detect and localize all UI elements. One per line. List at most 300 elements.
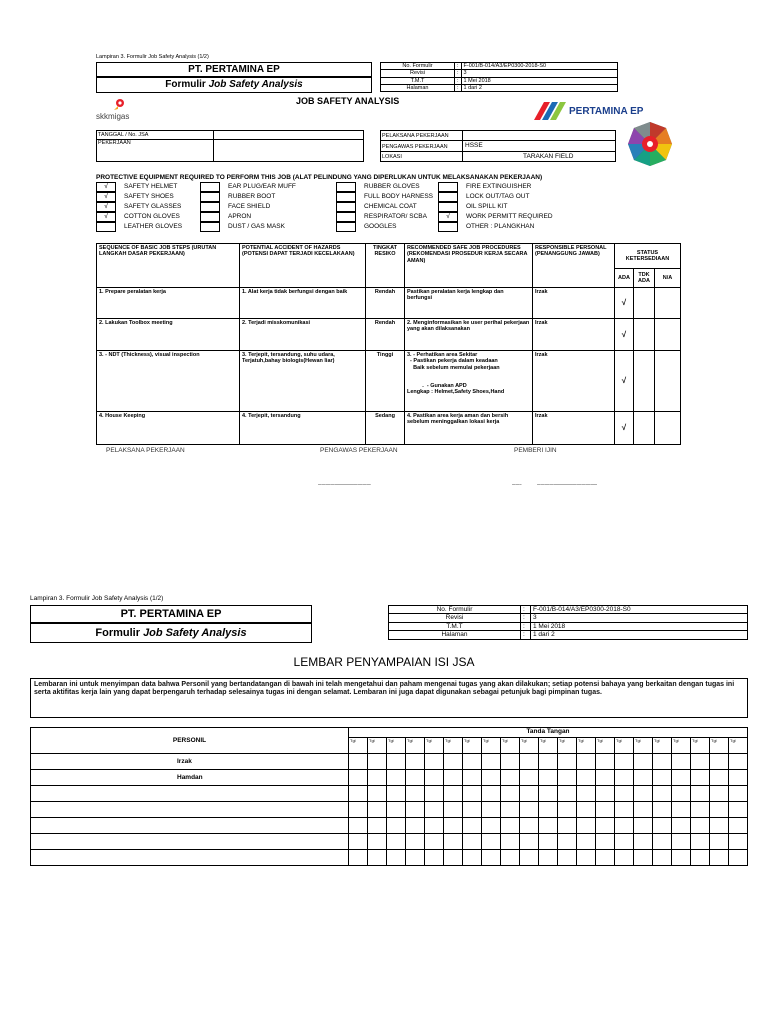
ppe-checkbox[interactable]: [200, 222, 220, 232]
signature-cell[interactable]: [482, 770, 501, 786]
signature-cell[interactable]: [653, 786, 672, 802]
header-left-box: [96, 130, 364, 162]
signature-cell[interactable]: [558, 802, 577, 818]
jsa-step: 4. House Keeping: [97, 412, 240, 445]
info-value: F-001/B-014/A3/EP0300-2018-S0: [461, 63, 617, 70]
header-procedure: RECOMMENDED SAFE JOB PROCEDURES (REKOMENDASI PROSEDUR KERJA SECARA AMAN): [405, 244, 533, 288]
signature-cell[interactable]: [691, 770, 710, 786]
procedure-line: Lengkap : Helmet,Safety Shoes,Hand: [407, 389, 505, 396]
signature-cell[interactable]: [615, 786, 634, 802]
signature-cell[interactable]: [539, 802, 558, 818]
ppe-checkbox[interactable]: [200, 192, 220, 202]
info-label: T.M.T: [381, 77, 455, 84]
signature-cell[interactable]: [615, 770, 634, 786]
signature-cell[interactable]: [577, 802, 596, 818]
ppe-label: SAFETY HELMET: [124, 183, 178, 190]
tgl-label: Tgl: [577, 738, 596, 754]
signature-cell[interactable]: [653, 754, 672, 770]
lembar-title: LEMBAR PENYAMPAIAN ISI JSA: [293, 655, 475, 669]
form-title-italic: Job Safety Analysis: [208, 79, 303, 90]
form-title-prefix-2: Formulir: [95, 627, 144, 639]
info-row: [389, 622, 748, 630]
signature-cell[interactable]: [710, 754, 729, 770]
signature-cell[interactable]: [501, 850, 520, 866]
signature-cell[interactable]: [729, 754, 748, 770]
jsa-step: 2. Lakukan Toolbox meeting: [97, 319, 240, 351]
signature-cell[interactable]: [710, 802, 729, 818]
signature-cell[interactable]: [406, 818, 425, 834]
company-box: [96, 62, 372, 77]
personil-name: [31, 850, 349, 866]
tgl-label: Tgl: [672, 738, 691, 754]
signature-cell[interactable]: [349, 834, 368, 850]
personil-row: [31, 754, 748, 770]
info-value: 1 Mei 2018: [531, 622, 748, 630]
signature-cell[interactable]: [501, 786, 520, 802]
ppe-checkbox[interactable]: [336, 182, 356, 192]
signature-cell[interactable]: [368, 834, 387, 850]
tgl-label: Tgl: [501, 738, 520, 754]
sign-line-pemberi-a: .........: [512, 481, 522, 487]
signature-cell[interactable]: [444, 818, 463, 834]
personil-name: Irzak: [31, 754, 349, 770]
tgl-label: Tgl: [406, 738, 425, 754]
signature-cell[interactable]: [501, 834, 520, 850]
signature-cell[interactable]: [596, 770, 615, 786]
jsa-ada: √: [615, 288, 634, 319]
jsa-tdk-ada: [634, 412, 655, 445]
signature-cell[interactable]: [672, 850, 691, 866]
signature-cell[interactable]: [406, 786, 425, 802]
ppe-checkbox[interactable]: [336, 192, 356, 202]
ppe-label: FULL BODY HARNESS: [364, 193, 433, 200]
sign-pengawas: PENGAWAS PEKERJAAN: [320, 447, 398, 454]
info-value: F-001/B-014/A3/EP0300-2018-S0: [531, 606, 748, 614]
signature-cell[interactable]: [368, 802, 387, 818]
tgl-label: Tgl: [539, 738, 558, 754]
personil-name: Hamdan: [31, 770, 349, 786]
ppe-checkbox[interactable]: [336, 222, 356, 232]
signature-cell[interactable]: [501, 802, 520, 818]
ppe-label: COTTON GLOVES: [124, 213, 180, 220]
info-table: [380, 62, 618, 92]
info-colon: :: [455, 70, 462, 77]
signature-cell[interactable]: [596, 834, 615, 850]
signature-cell[interactable]: [482, 754, 501, 770]
ppe-label: DUST / GAS MASK: [228, 223, 285, 230]
signature-cell[interactable]: [463, 770, 482, 786]
jsa-tdk-ada: [634, 351, 655, 412]
signature-cell[interactable]: [653, 770, 672, 786]
signature-cell[interactable]: [558, 754, 577, 770]
signature-cell[interactable]: [406, 802, 425, 818]
signature-cell[interactable]: [444, 834, 463, 850]
signature-cell[interactable]: [425, 802, 444, 818]
info-value: 1 Mei 2018: [461, 77, 617, 84]
signature-cell[interactable]: [368, 754, 387, 770]
personil-table: [30, 727, 748, 866]
signature-cell[interactable]: [368, 818, 387, 834]
jsa-procedure: 4. Pastikan area kerja aman dan bersih sebelum meninggalkan lokasi kerja: [405, 412, 533, 445]
personil-row: [31, 770, 748, 786]
signature-cell[interactable]: [349, 754, 368, 770]
form-title-box-2: [30, 623, 312, 643]
signature-cell[interactable]: [520, 754, 539, 770]
signature-cell[interactable]: [710, 834, 729, 850]
signature-cell[interactable]: [691, 802, 710, 818]
info-colon: :: [455, 63, 462, 70]
signature-cell[interactable]: [349, 802, 368, 818]
signature-cell[interactable]: [463, 850, 482, 866]
ppe-checkbox[interactable]: [96, 222, 116, 232]
info-label: No. Formulir: [389, 606, 521, 614]
signature-cell[interactable]: [406, 834, 425, 850]
signature-cell[interactable]: [387, 850, 406, 866]
jsa-na: [655, 412, 681, 445]
signature-cell[interactable]: [729, 850, 748, 866]
info-colon: :: [521, 614, 531, 622]
signature-cell[interactable]: [349, 770, 368, 786]
form-title-box: [96, 77, 372, 93]
signature-cell[interactable]: [596, 754, 615, 770]
signature-cell[interactable]: [482, 802, 501, 818]
signature-cell[interactable]: [672, 834, 691, 850]
info-colon: :: [521, 606, 531, 614]
signature-cell[interactable]: [463, 802, 482, 818]
info-value: 1 dari 2: [531, 631, 748, 639]
signature-cell[interactable]: [615, 834, 634, 850]
header-na: N/A: [655, 269, 681, 288]
header-status: STATUS KETERSEDIAAN: [615, 244, 681, 269]
signature-cell[interactable]: [520, 786, 539, 802]
signature-cell[interactable]: [349, 850, 368, 866]
jsa-responsible: Irzak: [533, 288, 615, 319]
signature-cell[interactable]: [444, 754, 463, 770]
jsa-hazard: 1. Alat kerja tidak berfungsi dengan baik: [240, 288, 366, 319]
lokasi-value: TARAKAN FIELD: [523, 153, 574, 160]
signature-cell[interactable]: [425, 850, 444, 866]
info-label: T.M.T: [389, 622, 521, 630]
signature-cell[interactable]: [672, 786, 691, 802]
sign-line-pemberi-b: ..........................................................: [537, 481, 597, 487]
signature-cell[interactable]: [482, 818, 501, 834]
signature-cell[interactable]: [691, 818, 710, 834]
info-row: [389, 614, 748, 622]
signature-cell[interactable]: [520, 818, 539, 834]
signature-cell[interactable]: [387, 818, 406, 834]
jsa-risk: Rendah: [366, 319, 405, 351]
jsa-responsible: Irzak: [533, 319, 615, 351]
ppe-checkbox[interactable]: [200, 212, 220, 222]
signature-cell[interactable]: [368, 850, 387, 866]
signature-cell[interactable]: [501, 770, 520, 786]
signature-cell[interactable]: [520, 850, 539, 866]
signature-cell[interactable]: [615, 802, 634, 818]
signature-cell[interactable]: [387, 834, 406, 850]
signature-cell[interactable]: [729, 818, 748, 834]
signature-cell[interactable]: [691, 834, 710, 850]
signature-cell[interactable]: [596, 850, 615, 866]
ppe-label: APRON: [228, 213, 252, 220]
tanggal-label: TANGGAL / No. JSA: [98, 132, 149, 138]
info-value: 1 dari 2: [461, 84, 617, 91]
signature-cell[interactable]: [634, 850, 653, 866]
signature-cell[interactable]: [406, 754, 425, 770]
signature-cell[interactable]: [520, 834, 539, 850]
sign-pelaksana: PELAKSANA PEKERJAAN: [106, 447, 185, 454]
tgl-label: Tgl: [482, 738, 501, 754]
tgl-label: Tgl: [558, 738, 577, 754]
signature-cell[interactable]: [691, 754, 710, 770]
personil-header-row: [31, 728, 748, 738]
signature-cell[interactable]: [444, 786, 463, 802]
ppe-checkbox[interactable]: [438, 182, 458, 192]
jsa-table: [96, 243, 681, 445]
signature-cell[interactable]: [539, 754, 558, 770]
ppe-checkbox[interactable]: √: [96, 192, 116, 202]
info-row: [381, 84, 618, 91]
ppe-checkbox[interactable]: [336, 202, 356, 212]
header-risk: TINGKAT RESIKO: [366, 244, 405, 288]
signature-cell[interactable]: [368, 786, 387, 802]
tgl-label: Tgl: [653, 738, 672, 754]
signature-cell[interactable]: [615, 850, 634, 866]
signature-cell[interactable]: [653, 834, 672, 850]
header-steps: SEQUENCE OF BASIC JOB STEPS (URUTAN LANGKAH DASAR PEKERJAAN): [97, 244, 240, 288]
signature-cell[interactable]: [672, 754, 691, 770]
form-title-italic-2: Job Safety Analysis: [143, 627, 247, 639]
signature-cell[interactable]: [425, 786, 444, 802]
signature-cell[interactable]: [577, 818, 596, 834]
ppe-label: WORK PERMITT REQUIRED: [466, 213, 553, 220]
signature-cell[interactable]: [596, 802, 615, 818]
jsa-risk: Rendah: [366, 288, 405, 319]
sign-pemberi-ijin: PEMBERI IJIN: [514, 447, 557, 454]
signature-cell[interactable]: [634, 802, 653, 818]
procedure-line: - Pastikan pekerja dalam keadaan: [407, 358, 498, 365]
statement-text: Lembaran ini untuk menyimpan data bahwa Personil yang bertandatangan di bawah ini telah mengetahui dan paham mengenai tugas yang akan dilakukan; setiap potensi bahaya yang berkaitan dengan tugas ini serta aktifitas kerja lain yang dapat berpengaruh terhadap selesainya tugas ini dengan selamat. Lembaran ini juga dapat digunakan sebagai petunjuk bagi pimpinan tugas.: [34, 681, 735, 697]
signature-cell[interactable]: [482, 834, 501, 850]
pengawas-label: PENGAWAS PEKERJAAN: [382, 144, 448, 150]
personil-row: [31, 850, 748, 866]
header-responsible: RESPONSIBLE PERSONAL (PENANGGUNG JAWAB): [533, 244, 615, 288]
signature-cell[interactable]: [634, 770, 653, 786]
info-label: Halaman: [381, 84, 455, 91]
ppe-label: OTHER : PLANGKHAN: [466, 223, 535, 230]
tgl-label: Tgl: [368, 738, 387, 754]
ppe-checkbox[interactable]: [336, 212, 356, 222]
jsa-procedure: 2. Menginformasikan ke user perihal pekerjaan yang akan dilaksanakan: [405, 319, 533, 351]
signature-cell[interactable]: [634, 754, 653, 770]
signature-cell[interactable]: [463, 818, 482, 834]
info-value: 3: [531, 614, 748, 622]
signature-cell[interactable]: [406, 850, 425, 866]
tgl-label: Tgl: [349, 738, 368, 754]
signature-cell[interactable]: [558, 850, 577, 866]
signature-cell[interactable]: [710, 818, 729, 834]
signature-cell[interactable]: [425, 754, 444, 770]
signature-cell[interactable]: [653, 818, 672, 834]
form-title: [97, 78, 371, 92]
signature-cell[interactable]: [577, 786, 596, 802]
signature-cell[interactable]: [368, 770, 387, 786]
ppe-label: CHEMICAL COAT: [364, 203, 417, 210]
info-row: [381, 63, 618, 70]
signature-cell[interactable]: [558, 786, 577, 802]
signature-cell[interactable]: [634, 786, 653, 802]
signature-cell[interactable]: [539, 834, 558, 850]
ppe-title: PROTECTIVE EQUIPMENT REQUIRED TO PERFORM THIS JOB (ALAT PELINDUNG YANG DIPERLUKAN UNTUK MELAKSANAKAN PEKERJAAN): [96, 174, 543, 181]
signature-cell[interactable]: [577, 754, 596, 770]
header-right-box: [380, 130, 616, 162]
jsa-row: [97, 412, 681, 445]
signature-cell[interactable]: [539, 770, 558, 786]
ppe-checkbox[interactable]: √: [96, 212, 116, 222]
company-box-2: [30, 605, 312, 623]
signature-cell[interactable]: [539, 818, 558, 834]
signature-cell[interactable]: [653, 850, 672, 866]
signature-cell[interactable]: [349, 786, 368, 802]
jsa-tdk-ada: [634, 319, 655, 351]
tgl-label: Tgl: [425, 738, 444, 754]
signature-cell[interactable]: [710, 786, 729, 802]
header-ada: ADA: [615, 269, 634, 288]
ppe-checkbox[interactable]: [438, 202, 458, 212]
personil-row: [31, 802, 748, 818]
signature-cell[interactable]: [444, 802, 463, 818]
signature-cell[interactable]: [672, 770, 691, 786]
procedure-line: . - Gunakan APD: [407, 382, 467, 389]
signature-cell[interactable]: [558, 834, 577, 850]
signature-cell[interactable]: [444, 850, 463, 866]
jsa-procedure: [405, 351, 533, 412]
ppe-label: SAFETY SHOES: [124, 193, 174, 200]
signature-cell[interactable]: [520, 802, 539, 818]
signature-cell[interactable]: [691, 786, 710, 802]
signature-cell[interactable]: [729, 770, 748, 786]
signature-cell[interactable]: [672, 818, 691, 834]
pekerjaan-label: PEKERJAAN: [98, 140, 131, 146]
signature-cell[interactable]: [520, 770, 539, 786]
ppe-checkbox[interactable]: [438, 192, 458, 202]
signature-cell[interactable]: [710, 850, 729, 866]
personil-name: [31, 818, 349, 834]
tanda-tangan-header: Tanda Tangan: [349, 728, 748, 738]
signature-cell[interactable]: [387, 754, 406, 770]
info-label: No. Formulir: [381, 63, 455, 70]
signature-cell[interactable]: [463, 834, 482, 850]
jsa-step: 3. - NDT (Thickness), visual inspection: [97, 351, 240, 412]
info-value: 3: [461, 70, 617, 77]
signature-cell[interactable]: [387, 770, 406, 786]
info-colon: :: [455, 84, 462, 91]
procedure-line: 3. - Perhatikan area Sekitar: [407, 352, 478, 358]
signature-cell[interactable]: [501, 754, 520, 770]
signature-cell[interactable]: [425, 834, 444, 850]
ppe-checkbox[interactable]: √: [96, 182, 116, 192]
pelaksana-label: PELAKSANA PEKERJAAN: [382, 133, 449, 139]
tgl-label: Tgl: [634, 738, 653, 754]
signature-cell[interactable]: [596, 818, 615, 834]
signature-cell[interactable]: [387, 802, 406, 818]
signature-cell[interactable]: [729, 786, 748, 802]
info-colon: :: [521, 622, 531, 630]
signature-cell[interactable]: [387, 786, 406, 802]
ppe-checkbox[interactable]: √: [438, 212, 458, 222]
signature-cell[interactable]: [729, 802, 748, 818]
ppe-label: SAFETY GLASSES: [124, 203, 182, 210]
ppe-label: RESPIRATOR/ SCBA: [364, 213, 427, 220]
jsa-row: [97, 351, 681, 412]
personil-row: [31, 818, 748, 834]
tgl-label: Tgl: [710, 738, 729, 754]
signature-cell[interactable]: [482, 786, 501, 802]
jsa-na: [655, 319, 681, 351]
signature-cell[interactable]: [634, 818, 653, 834]
signature-cell[interactable]: [558, 770, 577, 786]
signature-cell[interactable]: [539, 850, 558, 866]
ppe-label: GOOGLES: [364, 223, 397, 230]
signature-cell[interactable]: [634, 834, 653, 850]
ppe-label: RUBBER GLOVES: [364, 183, 420, 190]
signature-cell[interactable]: [558, 818, 577, 834]
signature-cell[interactable]: [463, 786, 482, 802]
ppe-checkbox[interactable]: [438, 222, 458, 232]
signature-cell[interactable]: [444, 770, 463, 786]
tgl-label: Tgl: [444, 738, 463, 754]
signature-cell[interactable]: [691, 850, 710, 866]
jsa-risk: Tinggi: [366, 351, 405, 412]
header-tdk-ada: TDK ADA: [634, 269, 655, 288]
signature-cell[interactable]: [425, 818, 444, 834]
skkmigas-logo: [96, 96, 146, 122]
ppe-checkbox[interactable]: √: [96, 202, 116, 212]
jsa-row: [97, 288, 681, 319]
ppe-checkbox[interactable]: [200, 182, 220, 192]
jsa-risk: Sedang: [366, 412, 405, 445]
personil-row: [31, 786, 748, 802]
signature-cell[interactable]: [577, 834, 596, 850]
signature-cell[interactable]: [539, 786, 558, 802]
skkmigas-text: skkmigas: [96, 112, 130, 121]
personil-row: [31, 834, 748, 850]
procedure-line: Baik sebelum memulai pekerjaan: [407, 364, 500, 371]
signature-cell[interactable]: [501, 818, 520, 834]
signature-cell[interactable]: [596, 786, 615, 802]
ppe-label: LEATHER GLOVES: [124, 223, 183, 230]
personil-header: PERSONIL: [31, 728, 349, 754]
signature-cell[interactable]: [653, 802, 672, 818]
signature-cell[interactable]: [710, 770, 729, 786]
info-row: [389, 606, 748, 614]
signature-cell[interactable]: [729, 834, 748, 850]
signature-cell[interactable]: [672, 802, 691, 818]
signature-cell[interactable]: [615, 818, 634, 834]
lokasi-label: LOKASI: [382, 154, 402, 160]
ppe-checkbox[interactable]: [200, 202, 220, 212]
signature-cell[interactable]: [482, 850, 501, 866]
info-label: Revisi: [389, 614, 521, 622]
pertamina-text: PERTAMINA EP: [569, 106, 644, 117]
signature-cell[interactable]: [406, 770, 425, 786]
signature-cell[interactable]: [463, 754, 482, 770]
info-row: [389, 631, 748, 639]
signature-cell[interactable]: [615, 754, 634, 770]
signature-cell[interactable]: [349, 818, 368, 834]
signature-cell[interactable]: [577, 770, 596, 786]
signature-cell[interactable]: [425, 770, 444, 786]
signature-cell[interactable]: [577, 850, 596, 866]
